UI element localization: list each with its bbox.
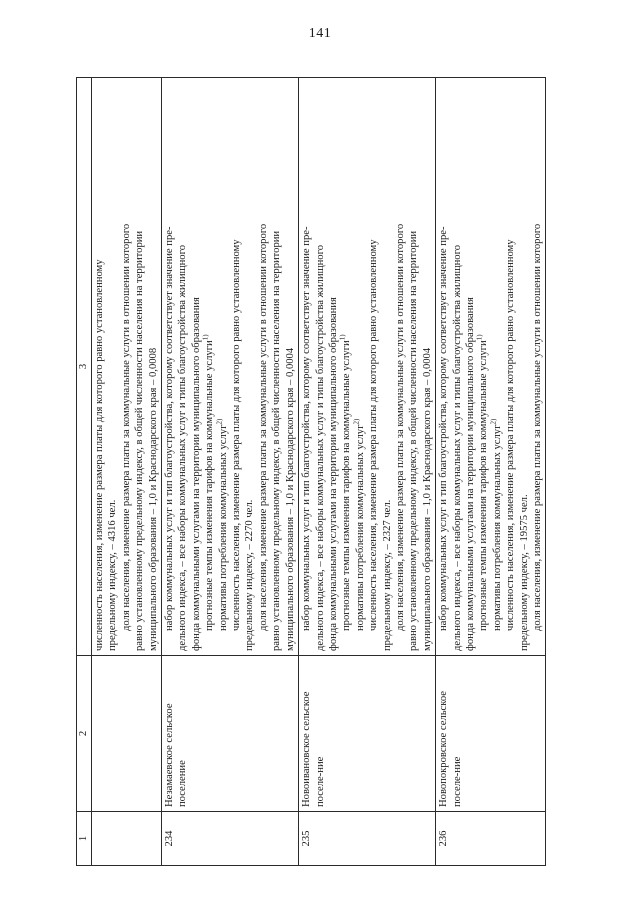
description-text: численность населения, изменение размера платы для которого равно установленному xyxy=(231,239,243,631)
description-line xyxy=(217,82,230,651)
description-text: фонда коммунальными услугами на территории муниципального образования xyxy=(327,297,339,651)
footnote-ref: 1) xyxy=(338,334,347,341)
description-line xyxy=(518,82,531,651)
header-col-1: 1 xyxy=(77,812,92,866)
description-text: набор коммунальных услуг и тип благоустройства, которому соответствует значение пре- xyxy=(301,226,313,631)
description-text: нормативы потребления коммунальных услуг xyxy=(217,424,229,631)
description-line xyxy=(477,82,490,651)
description-line xyxy=(106,82,119,651)
table-row xyxy=(436,78,546,866)
description-line xyxy=(284,82,297,651)
description-text: дельного индекса, – все наборы коммунальных услуг и типы благоустройства жилищного xyxy=(314,245,326,651)
description-line xyxy=(147,82,160,651)
description-text: предельному индексу, – 4316 чел. xyxy=(107,499,119,651)
description-line xyxy=(270,82,283,651)
description-line xyxy=(203,82,216,651)
table-viewport xyxy=(76,78,576,866)
description-text: муниципального образования – 1,0 и Краснодарского края – 0,0004 xyxy=(421,347,433,651)
description-text: прогнозные темпы изменения тарифов на коммунальные услуги xyxy=(341,340,353,631)
table-row xyxy=(162,78,299,866)
description-line xyxy=(491,82,504,651)
description-line xyxy=(93,82,106,651)
description-text: доля населения, изменение размера платы за коммунальные услуги в отношении которого xyxy=(532,223,543,631)
description-text: муниципального образования – 1,0 и Краснодарского края – 0,0008 xyxy=(147,347,159,651)
description-line xyxy=(133,82,146,651)
description-text: фонда коммунальными услугами на территории муниципального образования xyxy=(464,297,476,651)
table-body xyxy=(77,78,546,866)
description-line xyxy=(340,82,353,651)
description-cell xyxy=(162,78,299,656)
description-text: доля населения, изменение размера платы за коммунальные услуги в отношении которого xyxy=(120,223,132,631)
description-line xyxy=(300,82,313,651)
row-number: 235 xyxy=(299,812,436,866)
footnote-ref: 2) xyxy=(489,418,498,425)
description-text: доля населения, изменение размера платы за коммунальные услуги в отношении которого xyxy=(257,223,269,631)
description-text: прогнозные темпы изменения тарифов на коммунальные услуги xyxy=(204,340,216,631)
description-text: численность населения, изменение размера платы для которого равно установленному xyxy=(94,259,105,651)
description-line xyxy=(504,82,517,651)
description-cell xyxy=(436,78,546,656)
header-col-2: 2 xyxy=(77,656,92,812)
description-line xyxy=(464,82,477,651)
settlement-name: Новоивановское сельское поселе-ние xyxy=(299,656,436,812)
description-line xyxy=(257,82,270,651)
row-number: 234 xyxy=(162,812,299,866)
settlement-name: Незамаевское сельское поселение xyxy=(162,656,299,812)
row-number xyxy=(92,812,162,866)
description-line xyxy=(230,82,243,651)
municipal-index-table xyxy=(76,77,546,866)
description-line xyxy=(243,82,256,651)
description-text: предельному индексу, – 19575 чел. xyxy=(518,494,530,651)
description-text: численность населения, изменение размера платы для которого равно установленному xyxy=(368,239,380,631)
description-text: прогнозные темпы изменения тарифов на коммунальные услуги xyxy=(478,340,490,631)
footnote-ref: 2) xyxy=(215,418,224,425)
description-line xyxy=(531,82,544,651)
footnote-ref: 2) xyxy=(352,418,361,425)
description-text: дельного индекса, – все наборы коммунальных услуг и типы благоустройства жилищного xyxy=(177,245,189,651)
header-col-3: 3 xyxy=(77,78,92,656)
description-text: муниципального образования – 1,0 и Краснодарского края – 0,0004 xyxy=(284,347,296,651)
description-line xyxy=(176,82,189,651)
description-text: набор коммунальных услуг и тип благоустройства, которому соответствует значение пре- xyxy=(438,226,450,631)
description-line xyxy=(407,82,420,651)
row-number: 236 xyxy=(436,812,546,866)
description-text: предельному индексу, – 2327 чел. xyxy=(381,499,393,651)
description-cell xyxy=(299,78,436,656)
page-number: 141 xyxy=(308,26,332,41)
table-row xyxy=(299,78,436,866)
description-text: фонда коммунальными услугами на территории муниципального образования xyxy=(190,297,202,651)
description-line xyxy=(190,82,203,651)
description-line xyxy=(421,82,434,651)
description-line xyxy=(163,82,176,651)
settlement-name xyxy=(92,656,162,812)
description-text: дельного индекса, – все наборы коммунальных услуг и типы благоустройства жилищного xyxy=(451,245,463,651)
description-text: численность населения, изменение размера платы для которого равно установленному xyxy=(505,239,517,631)
footnote-ref: 1) xyxy=(475,334,484,341)
description-line xyxy=(327,82,340,651)
description-text: доля населения, изменение размера платы за коммунальные услуги в отношении которого xyxy=(394,223,406,631)
rotated-table-container xyxy=(76,78,576,866)
description-line xyxy=(354,82,367,651)
description-text: нормативы потребления коммунальных услуг xyxy=(354,424,366,631)
table-row xyxy=(92,78,162,866)
description-text: равно установленному предельному индексу, в общей численности населения на территории xyxy=(271,230,283,651)
description-text: равно установленному предельному индексу, в общей численности населения на территории xyxy=(408,230,420,651)
description-line xyxy=(314,82,327,651)
description-text: набор коммунальных услуг и тип благоустройства, которому соответствует значение пре- xyxy=(164,226,176,631)
description-line xyxy=(451,82,464,651)
description-cell xyxy=(92,78,162,656)
description-text: нормативы потребления коммунальных услуг xyxy=(491,424,503,631)
table-header-row xyxy=(77,78,92,866)
description-line xyxy=(381,82,394,651)
description-line xyxy=(367,82,380,651)
description-text: предельному индексу, – 2270 чел. xyxy=(244,499,256,651)
description-line xyxy=(437,82,450,651)
description-line xyxy=(394,82,407,651)
footnote-ref: 1) xyxy=(201,334,210,341)
description-line xyxy=(120,82,133,651)
settlement-name: Новопокровское сельское поселе-ние xyxy=(436,656,546,812)
description-text: равно установленному предельному индексу, в общей численности населения на территории xyxy=(134,230,146,651)
